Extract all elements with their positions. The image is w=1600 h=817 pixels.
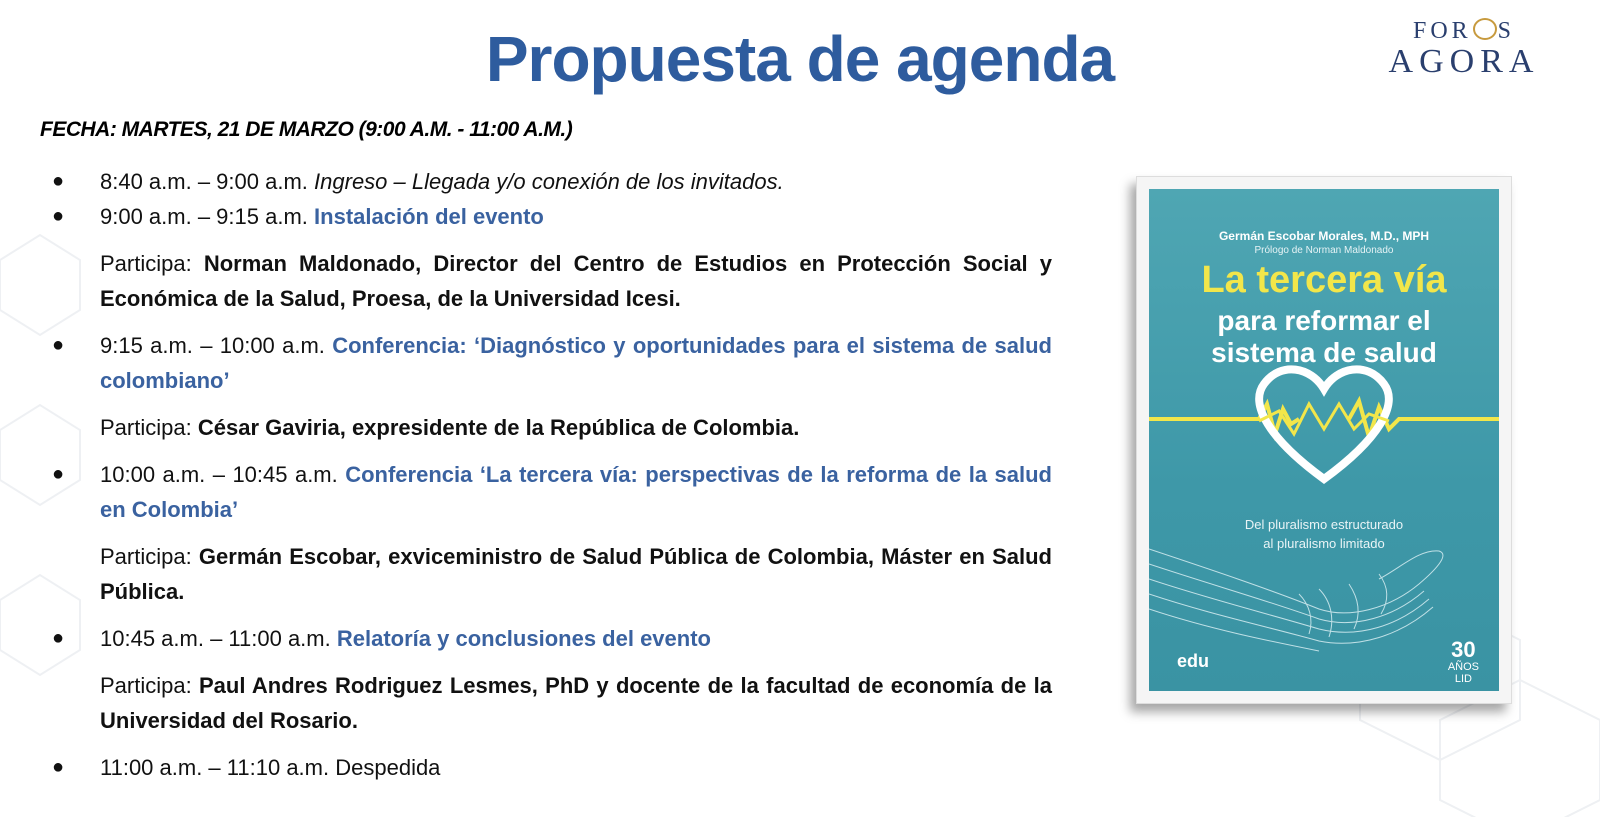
participa-label: Participa: — [100, 544, 192, 569]
publisher-logo: edu — [1177, 651, 1210, 671]
bullet-icon: ● — [52, 756, 65, 778]
page-title: Propuesta de agenda — [485, 23, 1115, 95]
event-date: FECHA: MARTES, 21 DE MARZO (9:00 A.M. - 11:00 A.M.) — [40, 118, 573, 141]
book-title-line1: La tercera vía — [1201, 259, 1447, 301]
bullet-icon: ● — [52, 170, 65, 192]
logo-text-a: FOR — [1412, 18, 1472, 44]
agenda-item — [52, 621, 1052, 656]
agenda-title: Ingreso – Llegada y/o conexión de los invitados. — [314, 169, 784, 194]
agenda-item — [52, 199, 1052, 234]
agenda-item — [52, 328, 1052, 398]
book-author: Germán Escobar Morales, M.D., MPH — [1218, 229, 1430, 243]
book-subtitle — [1149, 515, 1499, 553]
agenda-participant — [52, 539, 1052, 609]
agenda-item — [52, 457, 1052, 527]
participant-name: Paul Andres Rodriguez Lesmes, PhD y docente de la facultad de economía de la Universidad del Rosario. — [100, 673, 1052, 733]
participant-name: Norman Maldonado, Director del Centro de Estudios en Protección Social y Económica de la Salud, Proesa, de la Universidad Icesi. — [100, 251, 1052, 311]
agenda-title: Relatoría y conclusiones del evento — [336, 626, 711, 651]
agenda-time: 10:45 a.m. – 11:00 a.m. — [100, 626, 331, 651]
participa-label: Participa: — [100, 673, 192, 698]
agenda-time: 9:15 a.m. – 10:00 a.m. — [100, 333, 325, 358]
speech-bubble-icon — [1473, 18, 1497, 40]
book-prolog: Prólogo de Norman Maldonado — [1254, 245, 1394, 256]
anniversary-badge — [1448, 639, 1479, 685]
participa-label: Participa: — [100, 251, 192, 276]
bullet-icon: ● — [52, 334, 65, 356]
logo-text-agora: AGORA — [1388, 43, 1540, 80]
agenda-time: 9:00 a.m. – 9:15 a.m. — [100, 204, 308, 229]
book-title-line2: para reformar el — [1217, 305, 1431, 336]
agenda-participant — [52, 668, 1052, 738]
bullet-icon: ● — [52, 205, 65, 227]
logo-text-b: S — [1497, 18, 1516, 44]
bullet-icon: ● — [52, 627, 65, 649]
agenda-title: Instalación del evento — [314, 204, 544, 229]
agenda-time: 11:00 a.m. – 11:10 a.m. — [100, 755, 330, 780]
participant-name: Germán Escobar, exviceministro de Salud Pública de Colombia, Máster en Salud Pública. — [100, 544, 1052, 604]
agenda-item — [52, 750, 1052, 785]
agenda-item — [52, 164, 1052, 199]
book-title-line3: sistema de salud — [1211, 337, 1437, 368]
agenda-title: Despedida — [335, 755, 441, 780]
participant-name: César Gaviria, expresidente de la República de Colombia. — [197, 415, 800, 440]
agenda-title: Conferencia ‘La tercera vía: perspectivas de la reforma de la salud en Colombia’ — [100, 462, 1052, 522]
anniversary-number: 30 — [1451, 637, 1476, 662]
agenda-time: 8:40 a.m. – 9:00 a.m. — [100, 169, 308, 194]
agenda-participant — [52, 410, 1052, 445]
book-cover-image — [1136, 176, 1512, 704]
book-subtitle-line1: Del pluralismo estructurado — [1244, 517, 1404, 532]
anniversary-brand: LID — [1454, 673, 1472, 685]
participa-label: Participa: — [100, 415, 192, 440]
book-subtitle-line2: al pluralismo limitado — [1263, 536, 1385, 551]
agenda-list — [52, 164, 1052, 785]
book-cover — [1149, 189, 1499, 691]
foros-agora-logo — [1384, 18, 1544, 80]
anniversary-label: AÑOS — [1447, 661, 1479, 673]
agenda-time: 10:00 a.m. – 10:45 a.m. — [100, 462, 338, 487]
agenda-participant — [52, 246, 1052, 316]
agenda-title: Conferencia: ‘Diagnóstico y oportunidades para el sistema de salud colombiano’ — [100, 333, 1052, 393]
bullet-icon: ● — [52, 463, 65, 485]
book-title-rest — [1149, 305, 1499, 369]
